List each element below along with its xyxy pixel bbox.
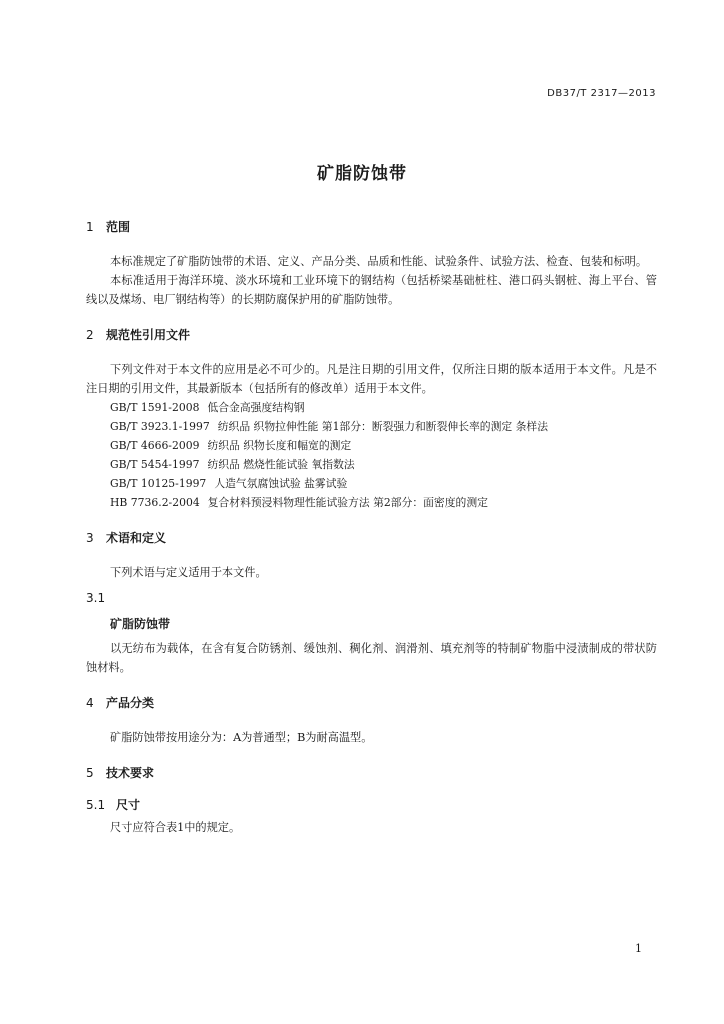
reference-item <box>86 455 657 474</box>
section-number: 1 <box>86 220 94 234</box>
section-title: 产品分类 <box>106 696 155 710</box>
subsection-number: 5.1 <box>86 798 106 812</box>
reference-code: GB/T 4666-2009 <box>110 439 200 452</box>
subsection-title: 尺寸 <box>116 798 141 812</box>
section-title: 规范性引用文件 <box>106 328 191 342</box>
reference-title: 复合材料预浸料物理性能试验方法 第2部分：面密度的测定 <box>207 496 488 509</box>
reference-title: 低合金高强度结构钢 <box>207 401 305 414</box>
document-body <box>86 218 657 837</box>
term-heading: 矿脂防蚀带 <box>110 617 171 631</box>
reference-code: GB/T 1591-2008 <box>110 401 200 414</box>
section-4-heading <box>86 694 657 712</box>
reference-code: GB/T 10125-1997 <box>110 477 207 490</box>
section-title: 术语和定义 <box>106 531 167 545</box>
section-title: 范围 <box>106 220 131 234</box>
section-number: 5 <box>86 766 94 780</box>
section-title: 技术要求 <box>106 766 155 780</box>
reference-item <box>86 436 657 455</box>
document-code: DB37/T 2317—2013 <box>547 88 656 99</box>
subsection-5-1-heading <box>86 796 657 814</box>
document-title: 矿脂防蚀带 <box>317 164 407 184</box>
page-number: 1 <box>635 942 642 955</box>
subsection-number <box>86 589 657 607</box>
paragraph: 本标准适用于海洋环境、淡水环境和工业环境下的钢结构（包括桥梁基础桩柱、港口码头钢桩、海上平台、管线以及煤场、电厂钢结构等）的长期防腐保护用的矿脂防蚀带。 <box>86 274 657 306</box>
paragraph: 下列术语与定义适用于本文件。 <box>110 566 267 579</box>
reference-title: 纺织品 织物拉伸性能 第1部分：断裂强力和断裂伸长率的测定 条样法 <box>217 420 549 433</box>
paragraph: 矿脂防蚀带按用途分为：A为普通型；B为耐高温型。 <box>110 731 373 744</box>
reference-item <box>86 417 657 436</box>
section-5-heading <box>86 764 657 782</box>
section-1-heading <box>86 218 657 236</box>
reference-title: 人造气氛腐蚀试验 盐雾试验 <box>214 477 348 490</box>
section-3-heading <box>86 529 657 547</box>
section-number: 2 <box>86 328 94 342</box>
section-2-heading <box>86 326 657 344</box>
paragraph: 尺寸应符合表1中的规定。 <box>110 821 241 834</box>
reference-code: GB/T 3923.1-1997 <box>110 420 210 433</box>
paragraph: 本标准规定了矿脂防蚀带的术语、定义、产品分类、品质和性能、试验条件、试验方法、检查、包装和标明。 <box>110 255 648 268</box>
reference-code: GB/T 5454-1997 <box>110 458 200 471</box>
section-number: 3 <box>86 531 94 545</box>
reference-item <box>86 398 657 417</box>
reference-title: 纺织品 织物长度和幅宽的测定 <box>207 439 352 452</box>
paragraph: 下列文件对于本文件的应用是必不可少的。凡是注日期的引用文件，仅所注日期的版本适用于本文件。凡是不注日期的引用文件，其最新版本（包括所有的修改单）适用于本文件。 <box>86 363 657 395</box>
reference-title: 纺织品 燃烧性能试验 氧指数法 <box>207 458 355 471</box>
reference-item <box>86 474 657 493</box>
reference-item <box>86 493 657 512</box>
section-number: 4 <box>86 696 94 710</box>
term-definition: 以无纺布为载体，在含有复合防锈剂、缓蚀剂、稠化剂、润滑剂、填充剂等的特制矿物脂中浸渍制成的带状防蚀材料。 <box>86 642 657 674</box>
reference-code: HB 7736.2-2004 <box>110 496 200 509</box>
subsection-number-text: 3.1 <box>86 591 106 605</box>
